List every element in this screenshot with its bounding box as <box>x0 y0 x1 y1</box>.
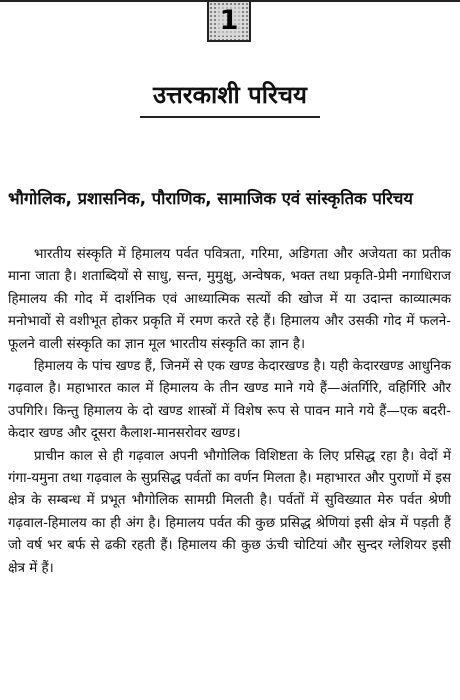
title-underline <box>140 116 320 118</box>
paragraph: हिमालय के पांच खण्ड हैं, जिनमें से एक खण्ड केदारखण्ड है। यही केदारखण्ड आधुनिक गढ़वाल है। महाभारत काल में हिमालय के तीन खण्ड माने गये हैं—अंतर्गिरि, वहिर्गिरि और उपगिरि। किन्तु हिमालय के दो खण्ड शास्त्रों में विशेष रूप से पावन माने गये हैं—एक बदरी-केदार खण्ड और दूसरा कैलाश-मानसरोवर खण्ड। <box>8 359 451 442</box>
paragraph: भारतीय संस्कृति में हिमालय पर्वत पवित्रता, गरिमा, अडिगता और अजेयता का प्रतीक माना जाता है। शताब्दियों से साधु, सन्त, मुमुक्षु, अन्वेषक, भक्त तथा प्रकृति-प्रेमी नगाधिराज हिमालय की गोद में दार्शनिक एवं आध्यात्मिक सत्यों की खोज में या उदान्त काव्यात्मक मनोभावों से वशीभूत होकर प्रकृति में रमण करते रहे हैं। हिमालय और उसकी गोद में फलने-फूलने वाली संस्कृति का ज्ञान मूल भारतीय संस्कृति का ज्ञान है। <box>8 247 451 352</box>
page-title: उत्तरकाशी परिचय <box>153 81 307 109</box>
chapter-number: 1 <box>219 5 239 36</box>
body-text <box>8 244 451 580</box>
paragraph: प्राचीन काल से ही गढ़वाल अपनी भौगोलिक विशिष्टता के लिए प्रसिद्ध रहा है। वेदों में गंगा-यमुना तथा गढ़वाल के सुप्रसिद्ध पर्वतों का वर्णन मिलता है। महाभारत और पुराणों में इस क्षेत्र के सम्बन्ध में प्रभूत भौगोलिक सामग्री मिलती है। पर्वतों में सुविख्यात मेरु पर्वत श्रेणी गढ़वाल-हिमालय का ही अंग है। हिमालय पर्वत की कुछ प्रसिद्ध श्रेणियां इसी क्षेत्र में पड़ती हैं जो वर्ष भर बर्फ से ढकी रहती हैं। हिमालय की कुछ ऊंची चोटियां और सुन्दर ग्लेशियर इसी क्षेत्र में हैं। <box>8 448 451 576</box>
section-heading: भौगोलिक, प्रशासनिक, पौराणिक, सामाजिक एवं सांस्कृतिक परिचय <box>8 189 413 208</box>
chapter-number-badge <box>207 2 251 42</box>
